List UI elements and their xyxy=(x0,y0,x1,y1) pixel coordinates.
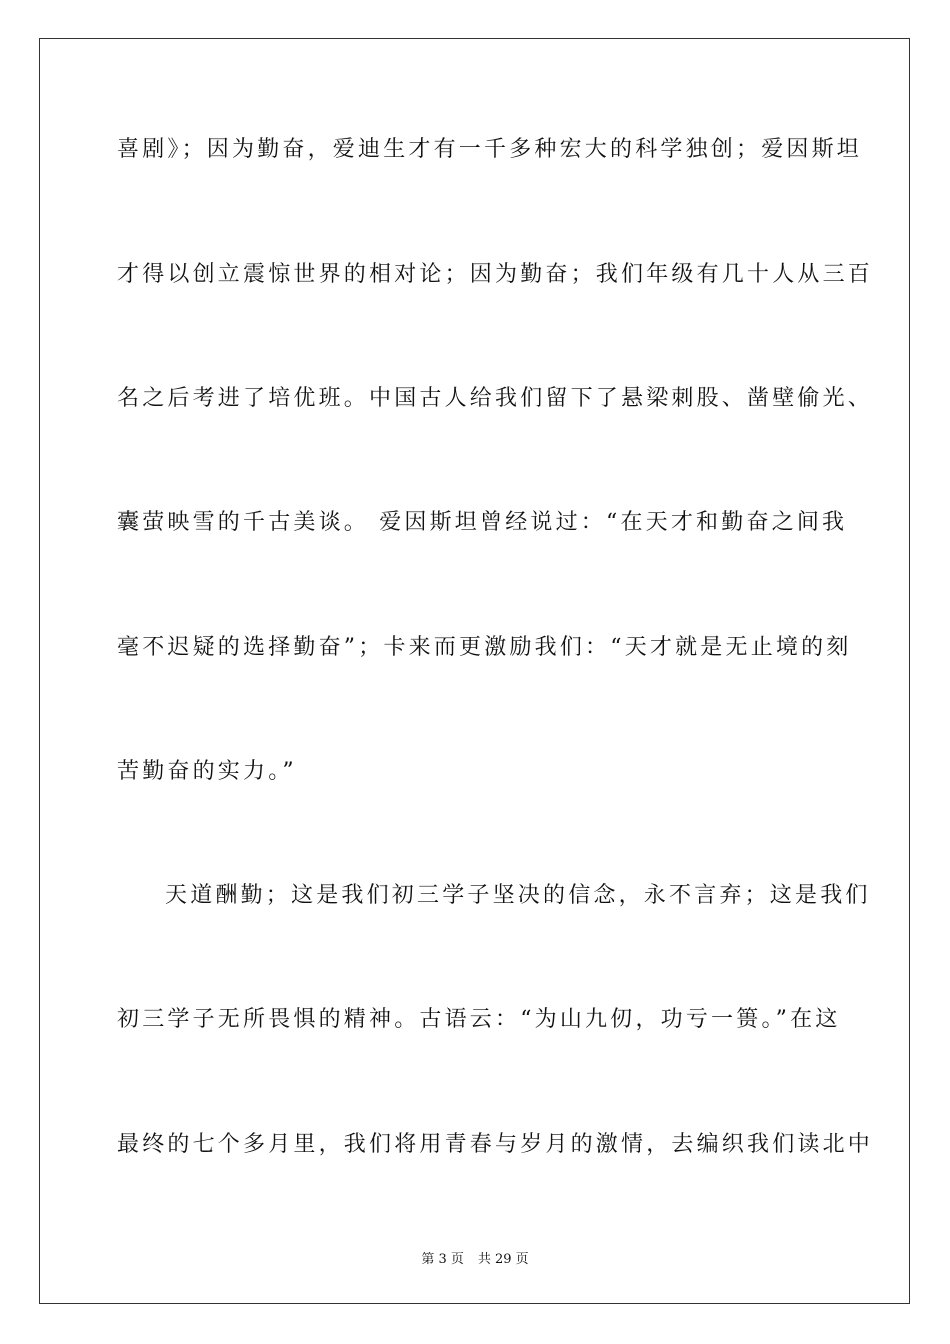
text-line: 天道酬勤；这是我们初三学子坚决的信念，永不言弃；这是我们 xyxy=(165,883,871,908)
page-total: 共 29 页 xyxy=(477,1252,529,1267)
text-line: 名之后考进了培优班。中国古人给我们留下了悬梁刺股、凿壁偷光、 xyxy=(117,386,874,411)
text-line: 最终的七个多月里，我们将用青春与岁月的激情，去编织我们读北中 xyxy=(117,1132,874,1157)
page-number: 第 3 页 xyxy=(421,1252,464,1267)
text-line: 喜剧》；因为勤奋，爱迪生才有一千多种宏大的科学独创；爱因斯坦 xyxy=(117,137,863,162)
text-line: 苦勤奋的实力。” xyxy=(117,759,297,784)
text-line: 囊萤映雪的千古美谈。 爱因斯坦曾经说过：“在天才和勤奋之间我 xyxy=(117,510,848,535)
text-line: 初三学子无所畏惧的精神。古语云：“为山九仞，功亏一篑。”在这 xyxy=(117,1007,841,1032)
page-footer xyxy=(0,1248,950,1267)
text-line: 毫不迟疑的选择勤奋”；卡来而更激励我们：“天才就是无止境的刻 xyxy=(117,635,852,660)
text-line: 才得以创立震惊世界的相对论；因为勤奋；我们年级有几十人从三百 xyxy=(117,262,874,287)
